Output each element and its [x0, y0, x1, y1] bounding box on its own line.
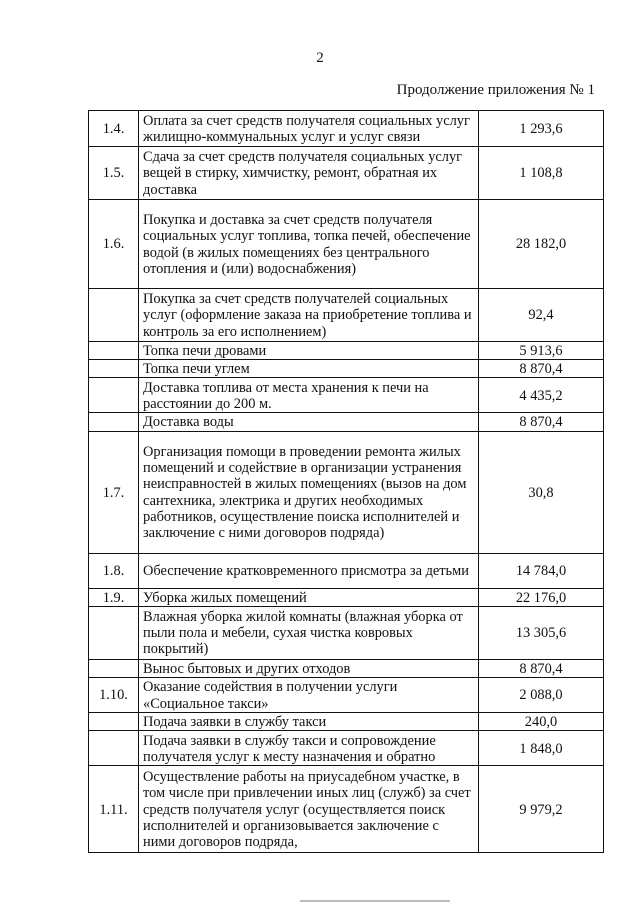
table-row	[89, 147, 604, 200]
table-row	[89, 289, 604, 342]
scan-artifact-line	[300, 900, 450, 902]
service-description: Влажная уборка жилой комнаты (влажная уборка от пыли пола и мебели, сухая чистка ковровых покрытий)	[139, 606, 479, 659]
table-row	[89, 588, 604, 606]
table-row	[89, 713, 604, 731]
service-cost: 4 435,2	[479, 378, 604, 413]
row-number	[89, 731, 139, 766]
row-number: 1.10.	[89, 678, 139, 713]
row-number: 1.5.	[89, 147, 139, 200]
service-description: Организация помощи в проведении ремонта жилых помещений и содействие в организации устранения неисправностей в жилых помещениях (вызов на дом сантехника, электрика и других необходимых работников, осуществление поиска исполнителей и заключение с ними договоров подряда)	[139, 431, 479, 553]
row-number	[89, 342, 139, 360]
row-number: 1.6.	[89, 200, 139, 289]
table-row	[89, 606, 604, 659]
service-description: Покупка за счет средств получателей социальных услуг (оформление заказа на приобретение топлива и контроль за его исполнением)	[139, 289, 479, 342]
service-cost: 1 293,6	[479, 111, 604, 147]
table-row	[89, 360, 604, 378]
service-cost: 92,4	[479, 289, 604, 342]
table-row	[89, 378, 604, 413]
service-description: Уборка жилых помещений	[139, 588, 479, 606]
service-cost: 8 870,4	[479, 659, 604, 677]
table-row	[89, 200, 604, 289]
page-number: 2	[316, 50, 324, 66]
row-number: 1.9.	[89, 588, 139, 606]
service-cost: 8 870,4	[479, 413, 604, 431]
service-description: Подача заявки в службу такси	[139, 713, 479, 731]
table-row	[89, 111, 604, 147]
service-description: Покупка и доставка за счет средств получателя социальных услуг топлива, топка печей, обеспечение водой (в жилых помещениях без центрального отопления и (или) водоснабжения)	[139, 200, 479, 289]
row-number: 1.4.	[89, 111, 139, 147]
service-cost: 30,8	[479, 431, 604, 553]
service-cost: 14 784,0	[479, 553, 604, 588]
row-number	[89, 713, 139, 731]
service-cost: 28 182,0	[479, 200, 604, 289]
continuation-heading: Продолжение приложения № 1	[396, 82, 595, 98]
service-cost: 1 848,0	[479, 731, 604, 766]
table-row	[89, 413, 604, 431]
row-number	[89, 289, 139, 342]
table-row	[89, 553, 604, 588]
table-row	[89, 766, 604, 853]
table-row	[89, 431, 604, 553]
service-description: Доставка воды	[139, 413, 479, 431]
service-description: Осуществление работы на приусадебном участке, в том числе при привлечении иных лиц (служб) за счет средств получателя услуг (осуществляется поиск исполнителей и организовывается заключение с ними договоров подряда,	[139, 766, 479, 853]
service-cost: 9 979,2	[479, 766, 604, 853]
row-number	[89, 360, 139, 378]
row-number	[89, 378, 139, 413]
service-cost: 22 176,0	[479, 588, 604, 606]
service-cost: 13 305,6	[479, 606, 604, 659]
table-row	[89, 731, 604, 766]
service-description: Топка печи дровами	[139, 342, 479, 360]
service-cost: 5 913,6	[479, 342, 604, 360]
service-cost: 240,0	[479, 713, 604, 731]
row-number: 1.11.	[89, 766, 139, 853]
row-number	[89, 659, 139, 677]
service-description: Сдача за счет средств получателя социальных услуг вещей в стирку, химчистку, ремонт, обратная их доставка	[139, 147, 479, 200]
service-cost: 2 088,0	[479, 678, 604, 713]
services-table-body	[89, 111, 604, 853]
service-cost: 8 870,4	[479, 360, 604, 378]
services-table	[88, 110, 604, 853]
row-number	[89, 606, 139, 659]
row-number: 1.7.	[89, 431, 139, 553]
table-row	[89, 678, 604, 713]
table-row	[89, 659, 604, 677]
service-description: Оказание содействия в получении услуги «Социальное такси»	[139, 678, 479, 713]
service-description: Обеспечение кратковременного присмотра за детьми	[139, 553, 479, 588]
service-description: Оплата за счет средств получателя социальных услуг жилищно-коммунальных услуг и услуг связи	[139, 111, 479, 147]
row-number: 1.8.	[89, 553, 139, 588]
service-cost: 1 108,8	[479, 147, 604, 200]
table-row	[89, 342, 604, 360]
service-description: Топка печи углем	[139, 360, 479, 378]
service-description: Вынос бытовых и других отходов	[139, 659, 479, 677]
service-description: Доставка топлива от места хранения к печи на расстоянии до 200 м.	[139, 378, 479, 413]
service-description: Подача заявки в службу такси и сопровождение получателя услуг к месту назначения и обратно	[139, 731, 479, 766]
row-number	[89, 413, 139, 431]
